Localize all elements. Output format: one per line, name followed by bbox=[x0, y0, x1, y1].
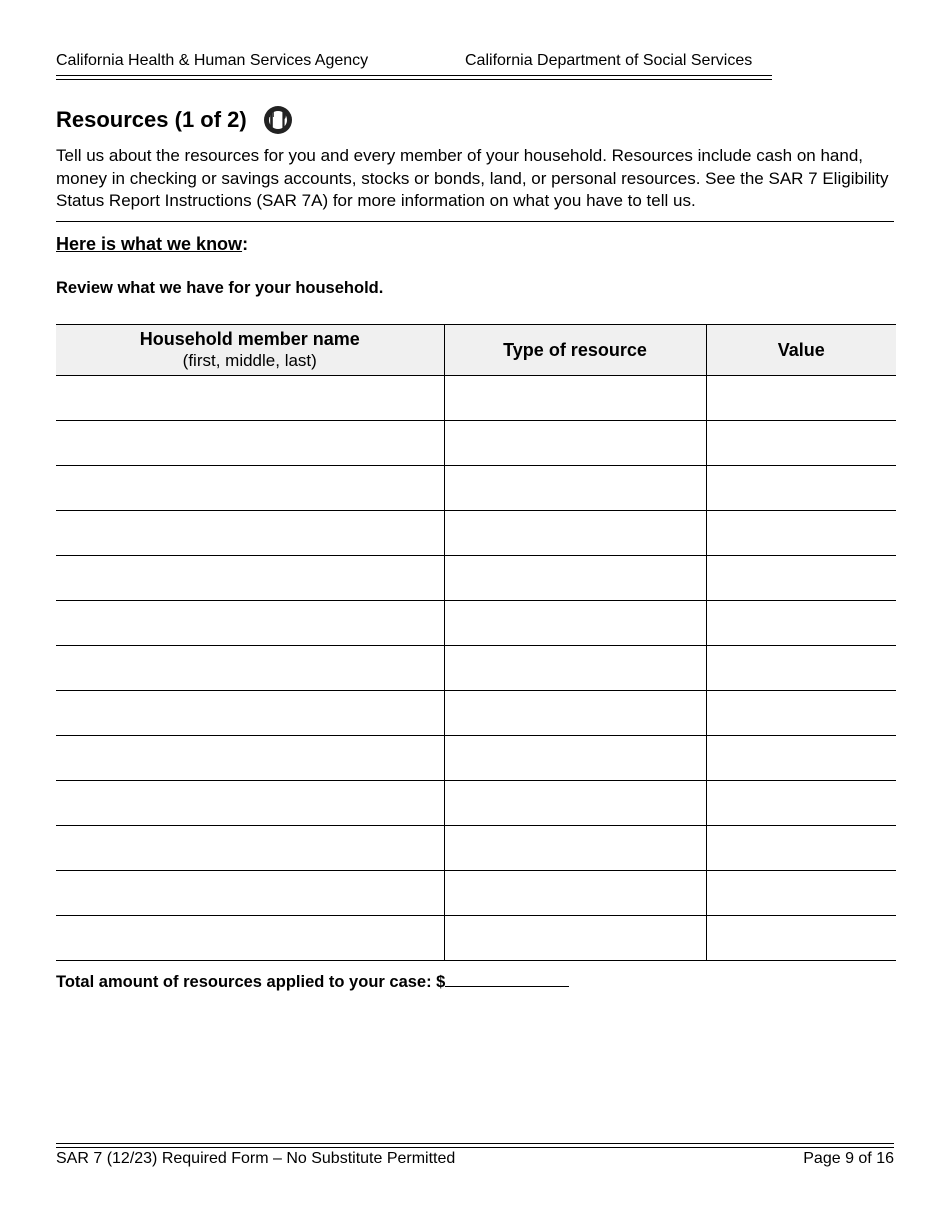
resource-value-cell[interactable] bbox=[706, 511, 896, 556]
section-intro: Tell us about the resources for you and every member of your household. Resources include cash on hand, money in checking or savings accounts, stocks or bonds, land, or personal resources. See the SAR 7 Eligibility Status Report Instructions (SAR 7A) for more information on what you have to tell us. bbox=[56, 146, 889, 210]
column-header-member-name bbox=[56, 325, 444, 376]
resource-type-cell[interactable] bbox=[444, 871, 706, 916]
table-row bbox=[56, 421, 896, 466]
total-resources-blank[interactable] bbox=[445, 971, 569, 987]
resource-value-cell[interactable] bbox=[706, 916, 896, 961]
resource-type-cell[interactable] bbox=[444, 421, 706, 466]
resource-type-cell[interactable] bbox=[444, 736, 706, 781]
table-row bbox=[56, 556, 896, 601]
resource-type-cell[interactable] bbox=[444, 556, 706, 601]
resource-type-cell[interactable] bbox=[444, 466, 706, 511]
resource-value-cell[interactable] bbox=[706, 556, 896, 601]
member-name-cell[interactable] bbox=[56, 646, 444, 691]
total-resources-line bbox=[56, 971, 569, 992]
resource-type-cell[interactable] bbox=[444, 376, 706, 421]
known-heading-text: Here is what we know bbox=[56, 234, 243, 254]
resource-value-cell[interactable] bbox=[706, 646, 896, 691]
calfresh-plate-fork-knife-icon bbox=[263, 105, 293, 135]
resources-table bbox=[56, 324, 896, 961]
column-header-member-name-sub: (first, middle, last) bbox=[182, 351, 317, 370]
table-row bbox=[56, 601, 896, 646]
resource-type-cell[interactable] bbox=[444, 511, 706, 556]
column-header-type: Type of resource bbox=[444, 325, 706, 376]
resource-value-cell[interactable] bbox=[706, 601, 896, 646]
resource-value-cell[interactable] bbox=[706, 736, 896, 781]
resource-value-cell[interactable] bbox=[706, 466, 896, 511]
section-title-row bbox=[56, 104, 293, 136]
table-row bbox=[56, 376, 896, 421]
member-name-cell[interactable] bbox=[56, 376, 444, 421]
table-row bbox=[56, 691, 896, 736]
intro-divider bbox=[56, 221, 894, 222]
page-number: Page 9 of 16 bbox=[803, 1150, 894, 1167]
table-row bbox=[56, 646, 896, 691]
resource-value-cell[interactable] bbox=[706, 421, 896, 466]
table-row bbox=[56, 466, 896, 511]
resource-type-cell[interactable] bbox=[444, 646, 706, 691]
agency-name: California Health & Human Services Agency bbox=[56, 52, 369, 69]
member-name-cell[interactable] bbox=[56, 556, 444, 601]
page-header bbox=[56, 52, 772, 74]
resource-type-cell[interactable] bbox=[444, 826, 706, 871]
table-row bbox=[56, 916, 896, 961]
header-rule bbox=[56, 79, 772, 80]
member-name-cell[interactable] bbox=[56, 916, 444, 961]
member-name-cell[interactable] bbox=[56, 826, 444, 871]
table-row bbox=[56, 781, 896, 826]
table-row bbox=[56, 511, 896, 556]
member-name-cell[interactable] bbox=[56, 691, 444, 736]
table-row bbox=[56, 826, 896, 871]
table-row bbox=[56, 736, 896, 781]
department-name: California Department of Social Services bbox=[465, 52, 753, 69]
resource-type-cell[interactable] bbox=[444, 601, 706, 646]
table-header-row bbox=[56, 325, 896, 376]
member-name-cell[interactable] bbox=[56, 736, 444, 781]
member-name-cell[interactable] bbox=[56, 781, 444, 826]
resource-value-cell[interactable] bbox=[706, 691, 896, 736]
column-header-value: Value bbox=[706, 325, 896, 376]
resource-value-cell[interactable] bbox=[706, 826, 896, 871]
member-name-cell[interactable] bbox=[56, 421, 444, 466]
header-rule bbox=[56, 75, 772, 76]
member-name-cell[interactable] bbox=[56, 601, 444, 646]
resource-type-cell[interactable] bbox=[444, 916, 706, 961]
review-instruction: Review what we have for your household. bbox=[56, 279, 384, 297]
column-header-member-name-label: Household member name bbox=[139, 329, 360, 349]
footer-rule bbox=[56, 1147, 894, 1148]
resource-value-cell[interactable] bbox=[706, 781, 896, 826]
member-name-cell[interactable] bbox=[56, 511, 444, 556]
section-title: Resources (1 of 2) bbox=[56, 107, 247, 132]
known-heading-colon: : bbox=[242, 234, 249, 254]
member-name-cell[interactable] bbox=[56, 466, 444, 511]
resource-value-cell[interactable] bbox=[706, 871, 896, 916]
table-row bbox=[56, 871, 896, 916]
footer-rule bbox=[56, 1143, 894, 1144]
member-name-cell[interactable] bbox=[56, 871, 444, 916]
resource-type-cell[interactable] bbox=[444, 691, 706, 736]
resource-value-cell[interactable] bbox=[706, 376, 896, 421]
resource-type-cell[interactable] bbox=[444, 781, 706, 826]
form-id: SAR 7 (12/23) Required Form – No Substitute Permitted bbox=[56, 1150, 456, 1167]
known-heading bbox=[56, 234, 248, 255]
total-resources-label: Total amount of resources applied to your case: $ bbox=[56, 973, 446, 991]
